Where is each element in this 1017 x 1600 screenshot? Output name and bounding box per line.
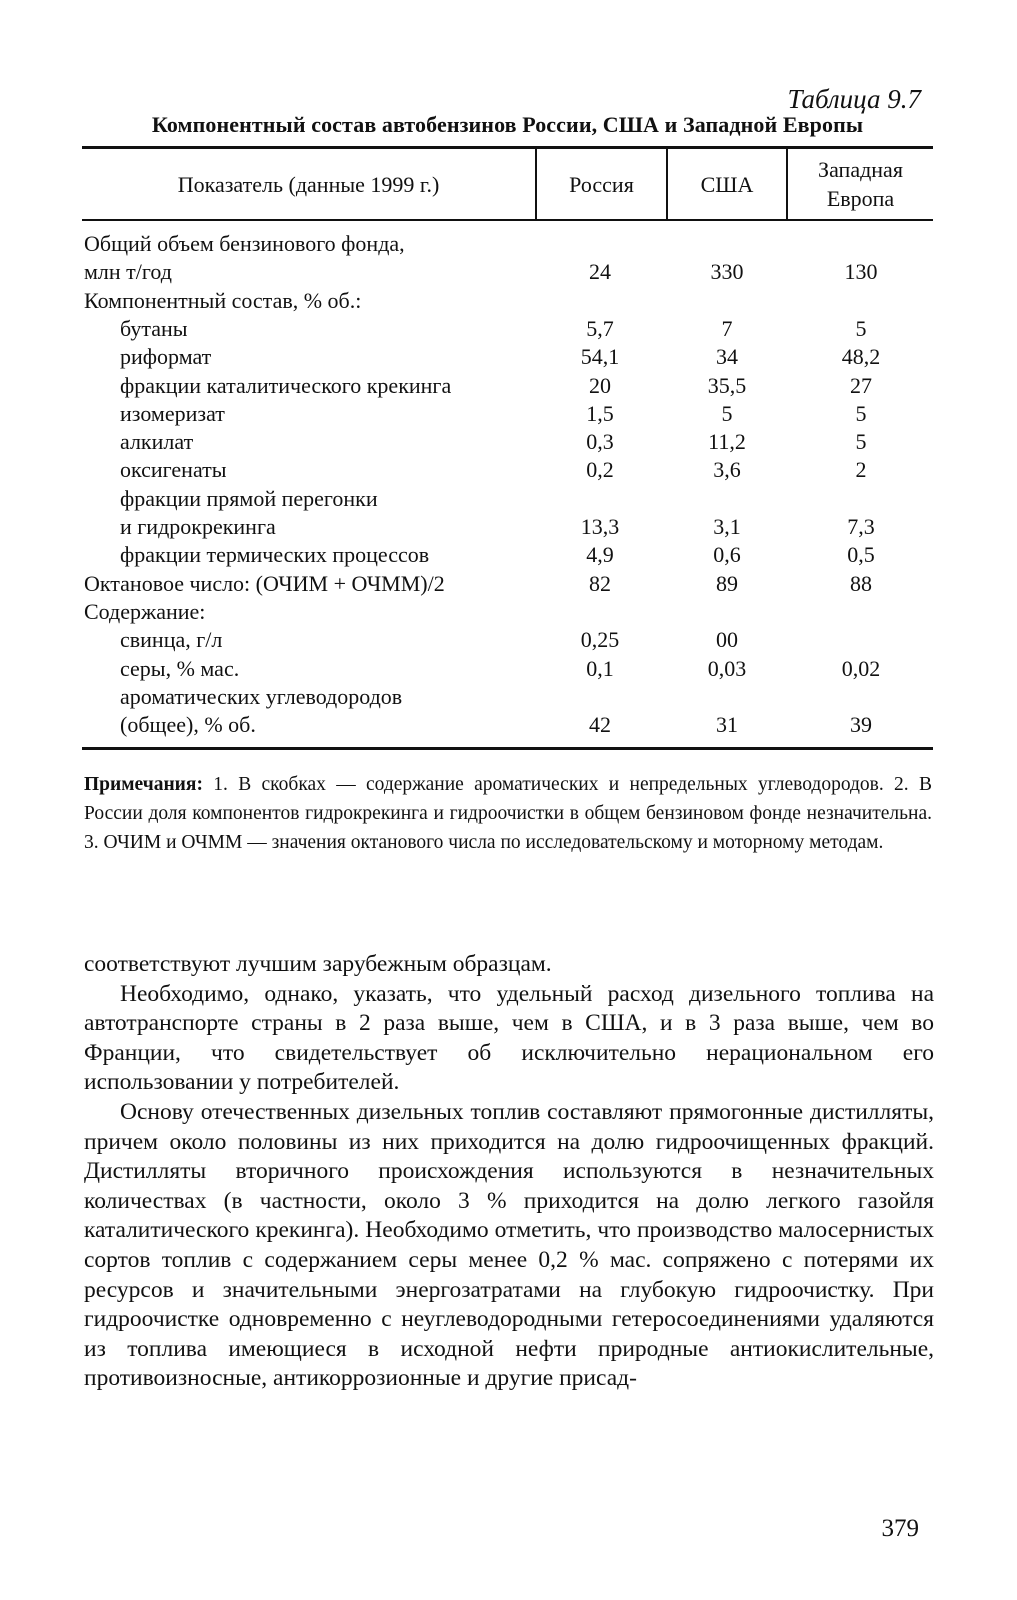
paragraph: Необходимо, однако, указать, что удельный расход дизельного топлива на автотранспорте страны в 2 раза выше, чем в США, и в 3 раза выше, чем во Франции, что свидетельствует об исключительно нерациональном его использовании у потребителей. — [84, 980, 934, 1096]
row-label: фракции каталитического крекинга — [120, 372, 452, 398]
cell-russia: 20 — [589, 372, 611, 398]
cell-usa: 5 — [721, 400, 733, 426]
header-europe-line1: Западная — [818, 157, 903, 182]
row-label: свинца, г/л — [120, 627, 223, 653]
cell-russia: 0,25 — [580, 627, 620, 653]
table-row — [0, 512, 1017, 541]
row-label: фракции термических процессов — [120, 542, 430, 568]
cell-russia: 0,2 — [586, 457, 614, 483]
cell-usa: 34 — [716, 344, 738, 370]
cell-europe: 0,02 — [841, 655, 881, 681]
body-text — [84, 950, 934, 1394]
cell-europe: 0,5 — [847, 542, 875, 568]
cell-russia: 13,3 — [580, 514, 620, 539]
paragraph: соответствуют лучшим зарубежным образцам. — [84, 951, 552, 977]
table-row — [0, 427, 1017, 456]
header-europe-line2: Европа — [826, 186, 895, 211]
row-label: риформат — [120, 344, 212, 370]
row-label: Общий объем бензинового фонда, — [84, 231, 405, 256]
page-number: 379 — [881, 1515, 919, 1542]
table-row — [0, 654, 1017, 683]
header-usa: США — [700, 171, 754, 197]
row-label: и гидрокрекинга — [120, 514, 276, 539]
table-row — [0, 455, 1017, 484]
row-label: фракции прямой перегонки — [120, 485, 378, 511]
cell-europe: 5 — [855, 315, 867, 341]
cell-usa: 3,1 — [713, 514, 741, 539]
table-title: Компонентный состав автобензинов России, США и Западной Европы — [151, 112, 864, 137]
cell-europe: 88 — [850, 570, 872, 596]
cell-usa: 0,03 — [707, 655, 747, 681]
cell-russia: 42 — [589, 712, 611, 738]
cell-usa: 330 — [710, 259, 744, 285]
row-label: алкилат — [120, 429, 194, 455]
cell-usa: 7 — [721, 315, 733, 341]
table-row — [0, 342, 1017, 371]
cell-russia: 24 — [589, 259, 611, 285]
row-label: изомеризат — [120, 400, 225, 426]
cell-europe: 5 — [855, 429, 867, 455]
row-label: Октановое число: (ОЧИМ + ОЧММ)/2 — [84, 570, 445, 596]
notes-heading: Примечания: — [84, 774, 203, 795]
row-label: оксигенаты — [120, 457, 227, 483]
table-row — [0, 371, 1017, 400]
cell-europe: 48,2 — [841, 344, 881, 370]
cell-europe: 2 — [855, 457, 867, 483]
row-label: ароматических углеводородов — [120, 683, 403, 709]
row-label: бутаны — [120, 315, 188, 341]
cell-russia: 82 — [589, 570, 611, 596]
cell-europe: 7,3 — [847, 514, 875, 539]
cell-usa: 11,2 — [708, 429, 746, 455]
cell-russia: 4,9 — [586, 542, 614, 568]
table-row — [0, 286, 1017, 315]
row-label: млн т/год — [84, 259, 172, 285]
table-number: Таблица 9.7 — [787, 84, 921, 114]
table-row — [0, 229, 1017, 258]
table-row — [0, 597, 1017, 626]
table-row — [0, 540, 1017, 569]
header-russia: Россия — [569, 171, 634, 197]
cell-russia: 0,1 — [586, 655, 614, 681]
cell-russia: 5,7 — [586, 315, 614, 341]
header-indicator: Показатель (данные 1999 г.) — [177, 171, 440, 197]
table-row — [0, 314, 1017, 343]
table-row — [0, 710, 1017, 739]
cell-usa: 3,6 — [713, 457, 741, 483]
paragraph: Основу отечественных дизельных топлив составляют прямогонные дистилляты, причем около половины из них приходится на долю гидроочищенных фракций. Дистилляты вторичного происхождения используются в незначительных количествах (в частности, около 3 % приходится на долю легкого газойля каталитического крекинга). Необходимо отметить, что производство малосернистых сортов топлив с содержанием серы менее 0,2 % мас. сопряжено с потерями их ресурсов и значительными энергозатратами на глубокую гидроочистку. При гидроочистке одновременно с неуглеводородными гетеросоединениями удаляются из топлива имеющиеся в исходной нефти природные антиокислительные, противоизносные, антикоррозионные и другие присад- — [84, 1098, 934, 1392]
row-label: Компонентный состав, % об.: — [84, 287, 362, 313]
cell-usa: 89 — [716, 570, 738, 596]
table-row — [0, 682, 1017, 711]
header-europe — [788, 148, 933, 220]
cell-europe: 27 — [850, 372, 872, 398]
table-row — [0, 625, 1017, 654]
row-label: (общее), % об. — [120, 712, 256, 738]
table-row — [0, 569, 1017, 598]
cell-europe: 5 — [855, 400, 867, 426]
row-label: серы, % мас. — [120, 655, 240, 681]
cell-usa: 31 — [716, 712, 738, 738]
row-label: Содержание: — [84, 598, 206, 624]
cell-russia: 54,1 — [580, 344, 620, 370]
table-row — [0, 399, 1017, 428]
cell-usa: 0,6 — [713, 542, 741, 568]
table-bottom-rule — [82, 747, 933, 750]
table-notes — [84, 770, 932, 857]
cell-europe: 130 — [844, 259, 878, 285]
table-row — [0, 257, 1017, 286]
cell-russia: 0,3 — [586, 429, 614, 455]
table-row — [0, 484, 1017, 513]
notes-text: 1. В скобках — содержание ароматических и непредельных углеводородов. 2. В России доля компонентов гидрокрекинга и гидроочистки в общем бензиновом фонде незначительна. 3. ОЧИМ и ОЧММ — значения октанового числа по исследовательскому и моторному методам. — [84, 774, 932, 853]
cell-russia: 1,5 — [586, 400, 614, 426]
cell-europe: 39 — [850, 712, 872, 738]
cell-usa: 00 — [716, 627, 738, 653]
cell-usa: 35,5 — [707, 372, 747, 398]
